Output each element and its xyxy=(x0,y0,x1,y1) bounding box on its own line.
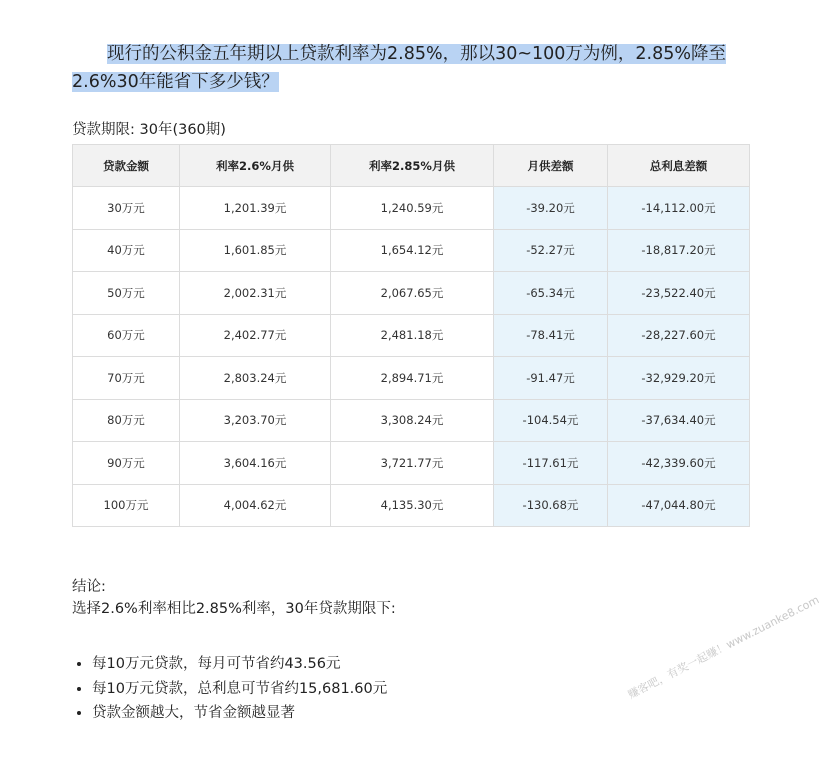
cell-payment-2-6: 1,601.85元 xyxy=(180,229,331,272)
cell-payment-2-6: 1,201.39元 xyxy=(180,187,331,230)
highlighted-question-text: 现行的公积金五年期以上贷款利率为2.85%，那以30~100万为例，2.85%降至2.6%30年能省下多少钱？ xyxy=(72,44,727,92)
cell-payment-2-6: 3,604.16元 xyxy=(180,442,331,485)
question-paragraph xyxy=(72,40,757,96)
cell-payment-2-85: 1,240.59元 xyxy=(331,187,494,230)
table-row xyxy=(73,272,750,315)
cell-payment-2-85: 3,721.77元 xyxy=(331,442,494,485)
cell-monthly-difference: -78.41元 xyxy=(494,314,608,357)
table-row xyxy=(73,442,750,485)
list-item: • 每10万元贷款，每月可节省约43.56元 xyxy=(92,652,387,677)
cell-loan-amount: 100万元 xyxy=(73,484,180,527)
cell-loan-amount: 40万元 xyxy=(73,229,180,272)
cell-payment-2-6: 2,002.31元 xyxy=(180,272,331,315)
list-item: • 每10万元贷款，总利息可节省约15,681.60元 xyxy=(92,677,387,702)
cell-monthly-difference: -130.68元 xyxy=(494,484,608,527)
header-payment-2-85: 利率2.85%月供 xyxy=(331,145,494,187)
cell-loan-amount: 60万元 xyxy=(73,314,180,357)
cell-monthly-difference: -65.34元 xyxy=(494,272,608,315)
cell-loan-amount: 50万元 xyxy=(73,272,180,315)
loan-comparison-table xyxy=(72,144,750,527)
header-monthly-difference: 月供差额 xyxy=(494,145,608,187)
conclusion-section xyxy=(72,576,396,620)
cell-payment-2-6: 2,402.77元 xyxy=(180,314,331,357)
cell-payment-2-85: 1,654.12元 xyxy=(331,229,494,272)
table-body xyxy=(73,187,750,527)
cell-monthly-difference: -39.20元 xyxy=(494,187,608,230)
table-row xyxy=(73,187,750,230)
cell-payment-2-85: 2,894.71元 xyxy=(331,357,494,400)
cell-payment-2-6: 4,004.62元 xyxy=(180,484,331,527)
cell-payment-2-6: 2,803.24元 xyxy=(180,357,331,400)
cell-payment-2-85: 4,135.30元 xyxy=(331,484,494,527)
header-loan-amount: 贷款金额 xyxy=(73,145,180,187)
table-row xyxy=(73,484,750,527)
table-header-row xyxy=(73,145,750,187)
cell-payment-2-85: 2,481.18元 xyxy=(331,314,494,357)
cell-total-interest-difference: -18,817.20元 xyxy=(608,229,750,272)
site-watermark: 赚客吧，有奖一起赚！www.zuanke8.com xyxy=(625,593,822,702)
cell-total-interest-difference: -23,522.40元 xyxy=(608,272,750,315)
cell-total-interest-difference: -32,929.20元 xyxy=(608,357,750,400)
loan-term-label: 贷款期限: 30年(360期) xyxy=(72,122,226,138)
cell-total-interest-difference: -28,227.60元 xyxy=(608,314,750,357)
cell-monthly-difference: -91.47元 xyxy=(494,357,608,400)
conclusion-subheading: 选择2.6%利率相比2.85%利率，30年贷款期限下: xyxy=(72,601,396,617)
cell-total-interest-difference: -47,044.80元 xyxy=(608,484,750,527)
cell-total-interest-difference: -14,112.00元 xyxy=(608,187,750,230)
cell-loan-amount: 90万元 xyxy=(73,442,180,485)
header-payment-2-6: 利率2.6%月供 xyxy=(180,145,331,187)
cell-payment-2-6: 3,203.70元 xyxy=(180,399,331,442)
table-row xyxy=(73,229,750,272)
table-row xyxy=(73,314,750,357)
table-row xyxy=(73,399,750,442)
header-total-interest-difference: 总利息差额 xyxy=(608,145,750,187)
list-item: • 贷款金额越大，节省金额越显著 xyxy=(92,701,387,726)
conclusion-heading: 结论: xyxy=(72,579,106,595)
cell-total-interest-difference: -42,339.60元 xyxy=(608,442,750,485)
conclusion-points-list xyxy=(72,652,387,726)
cell-loan-amount: 30万元 xyxy=(73,187,180,230)
cell-payment-2-85: 3,308.24元 xyxy=(331,399,494,442)
table-row xyxy=(73,357,750,400)
cell-monthly-difference: -117.61元 xyxy=(494,442,608,485)
cell-payment-2-85: 2,067.65元 xyxy=(331,272,494,315)
cell-total-interest-difference: -37,634.40元 xyxy=(608,399,750,442)
cell-loan-amount: 70万元 xyxy=(73,357,180,400)
cell-loan-amount: 80万元 xyxy=(73,399,180,442)
cell-monthly-difference: -52.27元 xyxy=(494,229,608,272)
cell-monthly-difference: -104.54元 xyxy=(494,399,608,442)
